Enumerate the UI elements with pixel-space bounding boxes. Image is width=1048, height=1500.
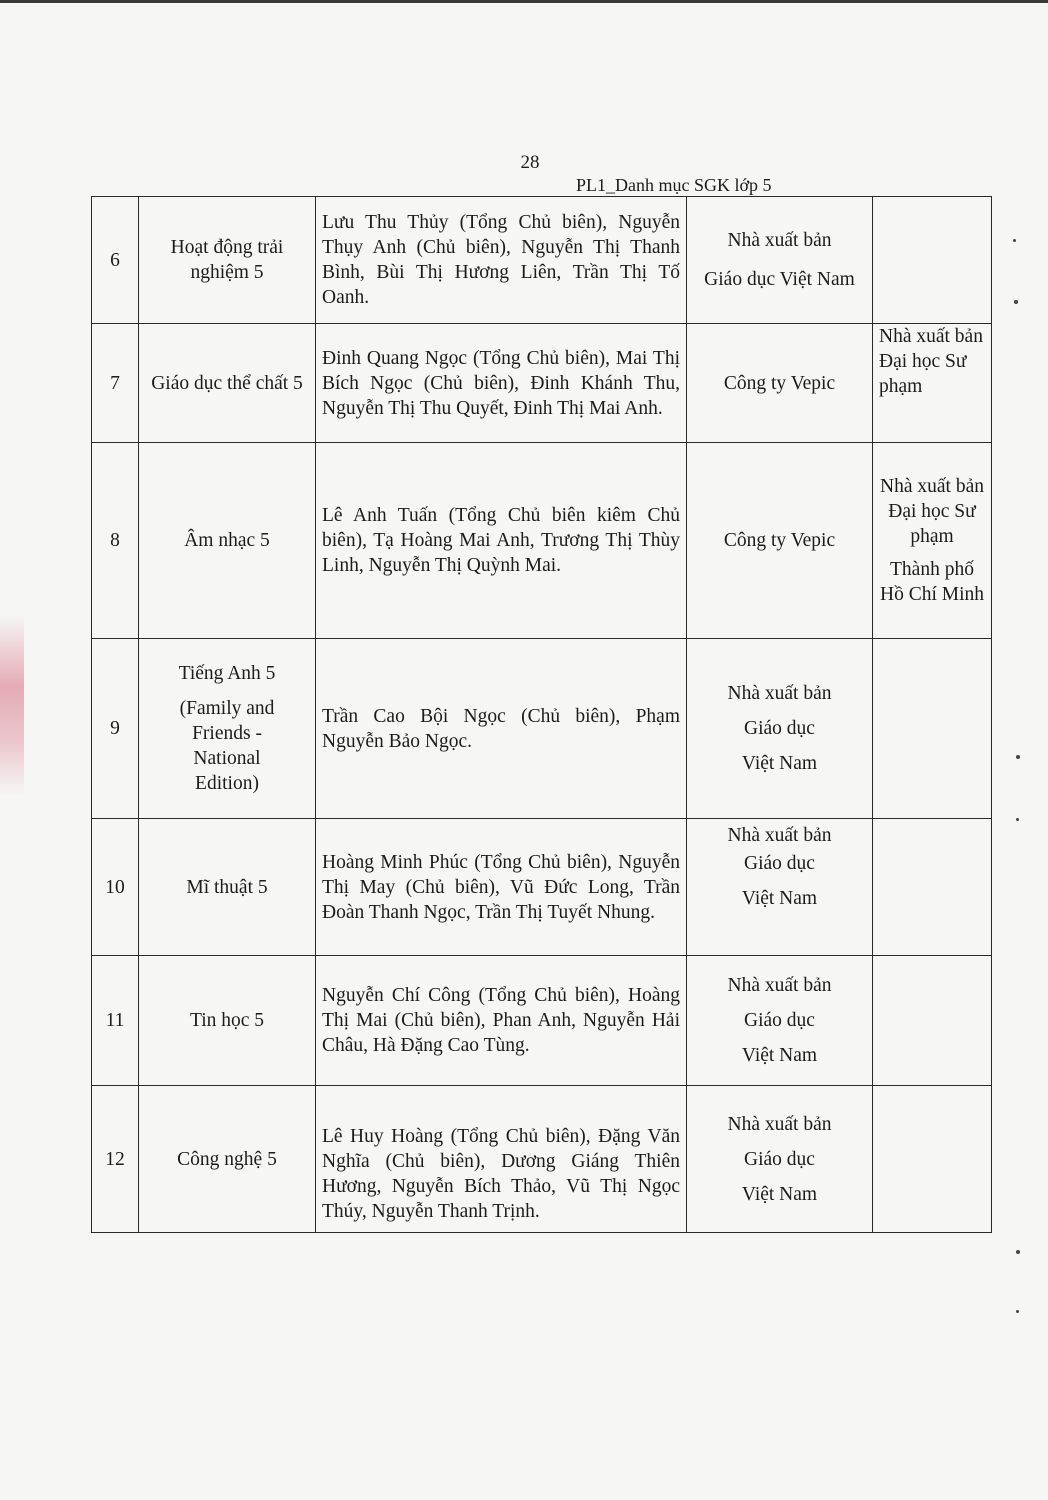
- partner-publisher: [873, 639, 992, 819]
- table-row: [92, 443, 992, 639]
- publisher: Nhà xuất bản Giáo dục Việt Nam: [687, 197, 873, 324]
- publisher: Nhà xuất bản Giáo dục Việt Nam: [687, 639, 873, 819]
- book-authors: Hoàng Minh Phúc (Tổng Chủ biên), Nguyễn Thị May (Chủ biên), Vũ Đức Long, Trần Đoàn Thanh Ngọc, Trần Thị Tuyết Nhung.: [316, 819, 687, 956]
- row-number: 11: [92, 956, 139, 1086]
- book-title: Mĩ thuật 5: [139, 819, 316, 956]
- red-stamp-mark: [0, 615, 24, 795]
- book-title: Giáo dục thể chất 5: [139, 324, 316, 443]
- table-row: [92, 819, 992, 956]
- book-authors: Đinh Quang Ngọc (Tổng Chủ biên), Mai Thị Bích Ngọc (Chủ biên), Đinh Khánh Thu, Nguyễn Thị Thu Quyết, Đinh Thị Mai Anh.: [316, 324, 687, 443]
- scan-speck: [1016, 755, 1020, 759]
- textbook-table: [91, 196, 992, 1233]
- book-title: Công nghệ 5: [139, 1086, 316, 1233]
- scan-speck: [1013, 239, 1016, 242]
- scan-speck: [1016, 818, 1019, 821]
- publisher: Nhà xuất bản Giáo dục Việt Nam: [687, 956, 873, 1086]
- scan-speck: [1016, 1310, 1019, 1313]
- table-row: [92, 197, 992, 324]
- book-authors: Lưu Thu Thủy (Tổng Chủ biên), Nguyễn Thụy Anh (Chủ biên), Nguyễn Thị Thanh Bình, Bùi Thị Hương Liên, Trần Thị Tố Oanh.: [316, 197, 687, 324]
- document-reference: PL1_Danh mục SGK lớp 5: [576, 175, 772, 195]
- partner-publisher: Nhà xuất bản Đại học Sư phạm: [873, 324, 992, 443]
- book-authors: Trần Cao Bội Ngọc (Chủ biên), Phạm Nguyễn Bảo Ngọc.: [316, 639, 687, 819]
- row-number: 8: [92, 443, 139, 639]
- page-number: 28: [520, 152, 540, 173]
- table-row: [92, 639, 992, 819]
- partner-publisher: [873, 1086, 992, 1233]
- publisher: Nhà xuất bản Giáo dục Việt Nam: [687, 1086, 873, 1233]
- table-row: [92, 1086, 992, 1233]
- scan-speck: [1014, 300, 1018, 304]
- book-title: Tin học 5: [139, 956, 316, 1086]
- publisher: Công ty Vepic: [687, 443, 873, 639]
- book-title: Tiếng Anh 5 (Family and Friends - National Edition): [139, 639, 316, 819]
- row-number: 9: [92, 639, 139, 819]
- book-authors: Lê Anh Tuấn (Tổng Chủ biên kiêm Chủ biên), Tạ Hoàng Mai Anh, Trương Thị Thùy Linh, Nguyễn Thị Quỳnh Mai.: [316, 443, 687, 639]
- row-number: 10: [92, 819, 139, 956]
- partner-publisher: [873, 956, 992, 1086]
- book-authors: Nguyễn Chí Công (Tổng Chủ biên), Hoàng Thị Mai (Chủ biên), Phan Anh, Nguyễn Hải Châu, Hà Đặng Cao Tùng.: [316, 956, 687, 1086]
- book-authors: Lê Huy Hoàng (Tổng Chủ biên), Đặng Văn Nghĩa (Chủ biên), Dương Giáng Thiên Hương, Nguyễn Bích Thảo, Vũ Thị Ngọc Thúy, Nguyễn Thanh Trịnh.: [316, 1086, 687, 1233]
- table-row: [92, 324, 992, 443]
- row-number: 7: [92, 324, 139, 443]
- partner-publisher: [873, 819, 992, 956]
- book-title: Hoạt động trải nghiệm 5: [139, 197, 316, 324]
- partner-publisher: Nhà xuất bản Đại học Sư phạm Thành phố Hồ Chí Minh: [873, 443, 992, 639]
- book-title: Âm nhạc 5: [139, 443, 316, 639]
- publisher: Công ty Vepic: [687, 324, 873, 443]
- publisher: Nhà xuất bản Giáo dục Việt Nam: [687, 819, 873, 956]
- scan-top-edge: [0, 0, 1048, 3]
- table-row: [92, 956, 992, 1086]
- row-number: 12: [92, 1086, 139, 1233]
- row-number: 6: [92, 197, 139, 324]
- partner-publisher: [873, 197, 992, 324]
- scan-speck: [1016, 1250, 1020, 1254]
